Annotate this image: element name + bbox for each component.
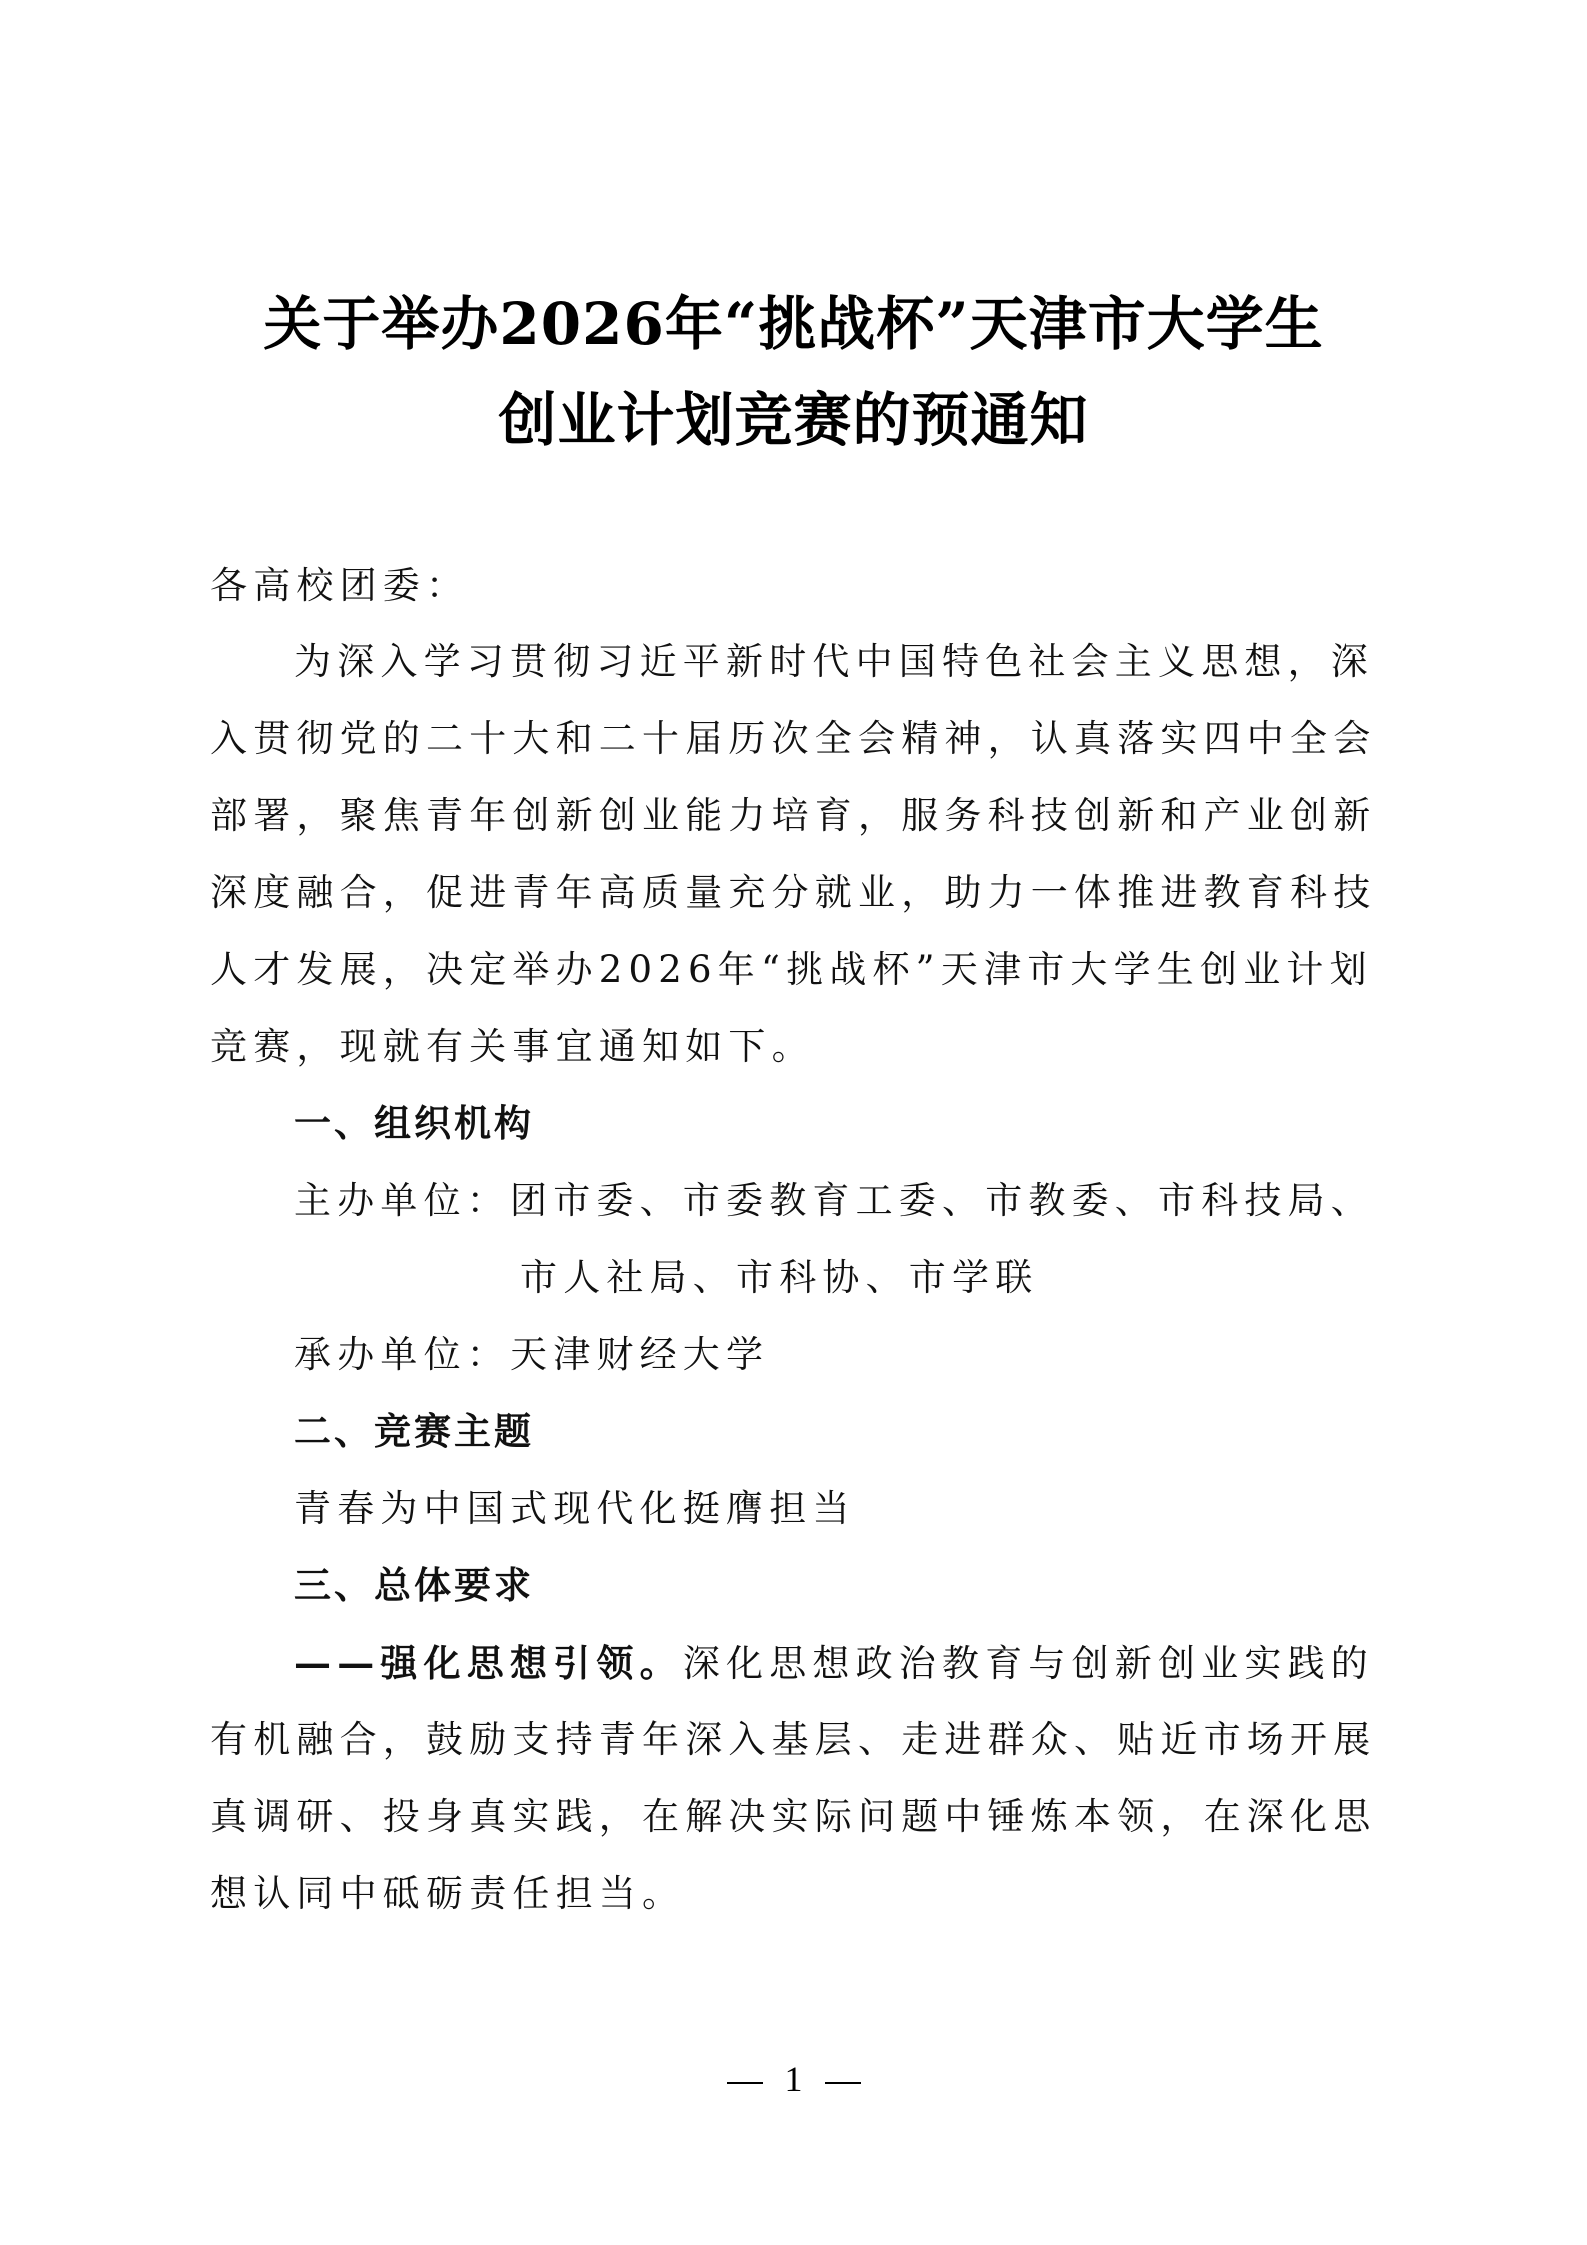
host-units-continuation: 市人社局、市科协、市学联: [520, 1256, 1039, 1299]
competition-theme: 青春为中国式现代化挺膺担当: [294, 1487, 856, 1530]
page-footer: [0, 2054, 1587, 2104]
document-title-line-1: 关于举办2026年“挑战杯”天津市大学生: [263, 290, 1324, 358]
intro-line-6: 竞赛，现就有关事宜通知如下。: [210, 1025, 815, 1068]
document-title-line-2: 创业计划竞赛的预通知: [498, 386, 1089, 454]
page-number: 1: [784, 2059, 803, 2099]
footer-dash-right: [825, 2082, 861, 2084]
host-units-line: 主办单位：团市委、市委教育工委、市教委、市科技局、: [294, 1179, 1374, 1222]
requirement-1-lead: ——强化思想引领。: [294, 1641, 683, 1685]
requirement-1-line-3: 真调研、投身真实践，在解决实际问题中锤炼本领，在深化思: [210, 1795, 1377, 1838]
requirement-1-line-2: 有机融合，鼓励支持青年深入基层、走进群众、贴近市场开展: [210, 1718, 1377, 1761]
requirement-1-line-4: 想认同中砥砺责任担当。: [210, 1872, 686, 1915]
intro-line-4: 深度融合，促进青年高质量充分就业，助力一体推进教育科技: [210, 871, 1377, 914]
requirement-1-line-1: [294, 1633, 1469, 1694]
footer-dash-left: [727, 2082, 763, 2084]
intro-line-3: 部署，聚焦青年创新创业能力培育，服务科技创新和产业创新: [210, 794, 1377, 837]
requirement-1-text: 深化思想政治教育与创新创业实践的: [682, 1642, 1375, 1685]
intro-line-2: 入贯彻党的二十大和二十届历次全会精神，认真落实四中全会: [210, 717, 1377, 760]
intro-line-1: 为深入学习贯彻习近平新时代中国特色社会主义思想，深: [294, 640, 1374, 683]
organizer-unit-line: 承办单位：天津财经大学: [294, 1333, 770, 1376]
salutation: 各高校团委：: [210, 564, 470, 607]
section-heading-requirements: 三、总体要求: [294, 1564, 534, 1607]
section-heading-theme: 二、竞赛主题: [294, 1410, 534, 1453]
intro-line-5: 人才发展，决定举办2026年“挑战杯”天津市大学生创业计划: [210, 948, 1373, 991]
section-heading-organization: 一、组织机构: [294, 1102, 534, 1145]
